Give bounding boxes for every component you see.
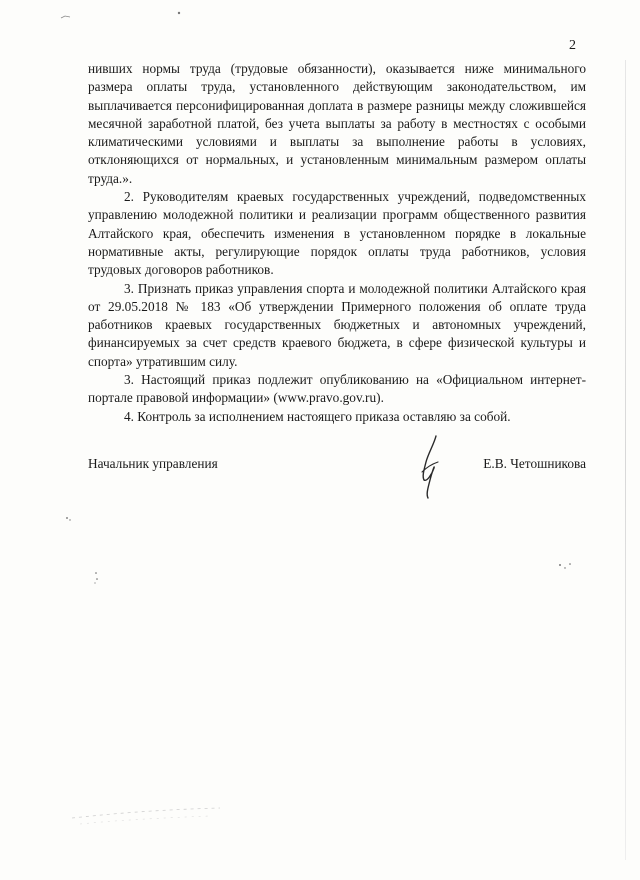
page-number: 2	[569, 38, 576, 53]
scan-speck	[60, 14, 72, 20]
scan-speck	[92, 570, 102, 586]
signature-block	[88, 452, 586, 492]
scan-scratch	[70, 798, 230, 828]
scan-edge-line	[625, 60, 626, 860]
handwritten-signature	[414, 432, 448, 502]
scan-speck	[556, 560, 574, 572]
scan-speck	[64, 514, 74, 524]
signatory-position: Начальник управления	[88, 456, 218, 471]
paragraph-item-4: 4. Контроль за исполнением настоящего приказа оставляю за собой.	[124, 408, 511, 424]
paragraph-continuation: нивших нормы труда (трудовые обязанности), оказывается ниже минимального размера оплаты труда, установленного действующим законодательством, им выплачивается персонифицированная доплата в размере разницы между сложившейся месячной заработной платой, без учета выплаты за работу в местностях с особыми климатическими условиями и выплаты за выполнение работы в условиях, отклоняющихся от нормальных, и установленным минимальным размером оплаты труда.».	[88, 61, 586, 186]
signatory-name: Е.В. Четошникова	[483, 456, 586, 471]
paragraph-item-3-revoke: 3. Признать приказ управления спорта и молодежной политики Алтайского края от 29.05.2018 № 183 «Об утверждении Примерного положения об оплате труда работников краевых государственных бюджетных и автономных учреждений, финансируемых за счет средств краевого бюджета, в сфере физической культуры и спорта» утратившим силу.	[88, 280, 586, 369]
document-body	[88, 60, 586, 426]
scan-speck	[176, 10, 182, 16]
paragraph-item-2: 2. Руководителям краевых государственных учреждений, подведомственных управлению молодежной политики и реализации программ общественного развития Алтайского края, обеспечить изменения в установленном порядке в локальные нормативные акты, регулирующие порядок оплаты труда работников, условия трудовых договоров работников.	[88, 189, 586, 278]
paragraph-item-3-publish: 3. Настоящий приказ подлежит опубликованию на «Официальном интернет-портале правовой информации» (www.pravo.gov.ru).	[88, 372, 586, 406]
